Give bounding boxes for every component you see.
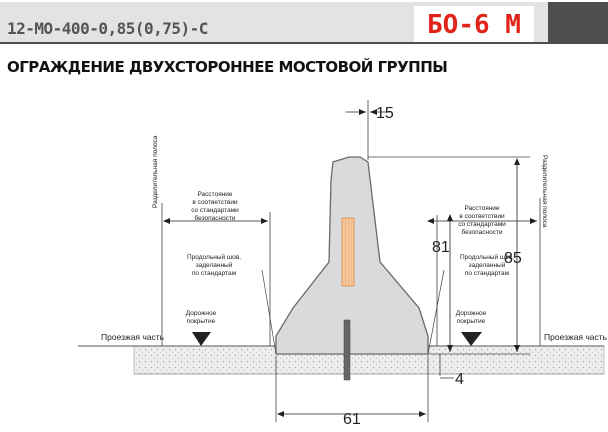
reinforcement-insert xyxy=(342,218,354,286)
dim-height-total-label: 85 xyxy=(504,250,522,267)
left-joint-note xyxy=(187,253,241,277)
dim-height-inner-label: 81 xyxy=(432,239,450,256)
page-title: ОГРАЖДЕНИЕ ДВУХСТОРОННЕЕ МОСТОВОЙ ГРУППЫ xyxy=(7,58,448,76)
model-badge-text: БО-6 М xyxy=(427,10,521,40)
left-distance-line-3: со стандартами xyxy=(191,207,239,214)
left-distance-note xyxy=(191,191,239,222)
left-pavement-line-1: Дорожное xyxy=(185,310,217,317)
anchor-rod xyxy=(344,320,350,380)
right-joint-leader xyxy=(428,270,444,354)
dim-base-width-label: 61 xyxy=(343,411,361,428)
right-joint-line-1: Продольный шов, xyxy=(460,254,514,261)
dim-embed-depth-label: 4 xyxy=(455,371,464,388)
left-distance-line-4: безопасности xyxy=(194,215,236,222)
right-pavement-note xyxy=(456,310,487,325)
right-distance-line-4: безопасности xyxy=(461,229,503,236)
left-pavement-marker xyxy=(192,332,211,346)
right-distance-line-2: в соответствии xyxy=(459,213,505,220)
document-code: 12-МО-400-0,85(0,75)-С xyxy=(7,19,208,38)
right-pavement-line-1: Дорожное xyxy=(455,310,487,317)
left-divider-label: Разделительная полоса xyxy=(152,135,159,208)
right-distance-note xyxy=(458,205,506,236)
right-pavement-marker xyxy=(461,332,482,346)
left-joint-leader xyxy=(262,270,276,354)
dim-top-width-label: 15 xyxy=(376,105,394,122)
left-distance-line-1: Расстояние xyxy=(197,191,233,198)
left-pavement-note xyxy=(186,310,217,325)
right-pavement-line-2: покрытие xyxy=(456,318,486,325)
right-joint-line-2: заделанный xyxy=(468,262,506,269)
left-joint-line-2: заделанный xyxy=(195,262,233,269)
right-divider-label: Разделительная полоса xyxy=(541,155,548,228)
left-pavement-line-2: покрытие xyxy=(186,318,216,325)
right-joint-line-3: по стандартам xyxy=(464,270,510,277)
left-joint-line-3: по стандартам xyxy=(191,270,237,277)
right-distance-line-1: Расстояние xyxy=(464,205,500,212)
left-joint-line-1: Продольный шов, xyxy=(187,254,241,261)
right-carriageway-label: Проезжая часть xyxy=(544,332,608,342)
right-distance-line-3: со стандартами xyxy=(458,221,506,228)
left-distance-line-2: в соответствии xyxy=(192,199,238,206)
left-carriageway-label: Проезжая часть xyxy=(101,332,165,342)
